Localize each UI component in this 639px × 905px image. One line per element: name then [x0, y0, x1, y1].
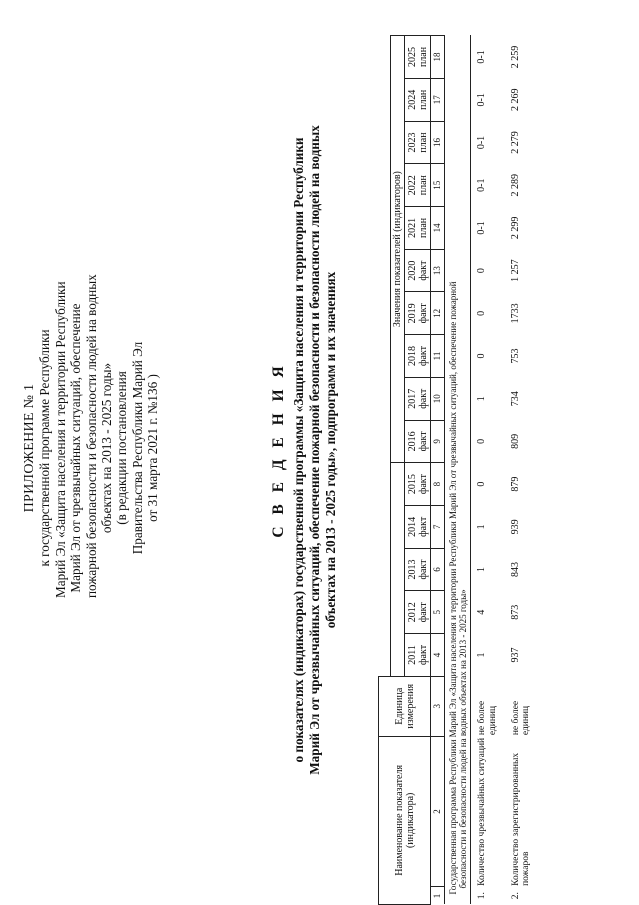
year-label: 2018	[406, 346, 418, 367]
header-year	[405, 78, 431, 121]
header-year	[405, 591, 431, 634]
year-label: 2013	[406, 559, 418, 580]
year-type: план	[417, 89, 429, 110]
year-label: 2017	[406, 388, 418, 409]
indicator-value: 1	[476, 396, 487, 402]
program-row	[445, 36, 471, 905]
indicator-name: Количество чрезвычайных ситуаций	[477, 737, 487, 886]
indicator-value: 2 279	[509, 131, 521, 154]
column-number: 3	[431, 676, 445, 736]
indicator-unit: не более единиц	[477, 700, 498, 736]
year-type: факт	[417, 303, 429, 324]
year-label: 2014	[406, 516, 418, 537]
indicator-value: 2 299	[509, 216, 521, 240]
year-type: факт	[417, 388, 429, 409]
column-number: 16	[431, 121, 445, 164]
heading-block	[270, 55, 338, 845]
indicator-value: 0	[476, 310, 487, 316]
indicator-value: 0-1	[476, 178, 487, 192]
header-year	[405, 463, 431, 506]
indicator-value: 873	[509, 604, 521, 620]
column-number: 11	[431, 335, 445, 378]
header-year	[405, 634, 431, 677]
header-values-group: Значения показателей (индикаторов)	[391, 36, 405, 463]
header-year	[405, 420, 431, 463]
header-unit: Единица измерения	[379, 676, 431, 736]
document-subtitle	[291, 55, 338, 845]
indicator-value: 734	[509, 391, 521, 407]
header-year	[405, 164, 431, 207]
indicator-value: 1	[476, 524, 487, 530]
column-number: 12	[431, 292, 445, 335]
appendix-line: (в редакции постановления	[114, 371, 130, 525]
indicator-value: 0-1	[476, 93, 487, 107]
indicator-unit: не более единиц	[510, 700, 531, 736]
indicator-value: 4	[476, 609, 487, 615]
indicator-value: 0-1	[476, 221, 487, 235]
year-label: 2022	[406, 175, 418, 196]
year-type: факт	[417, 559, 429, 580]
program-line: Государственная программа Республики Марий Эл «Защита населения и территории Республики Марий Эл от чрезвычайных ситуаций, обеспечение пожарной	[447, 281, 458, 895]
header-year	[405, 505, 431, 548]
indicator-value: 939	[509, 519, 521, 535]
year-type: план	[417, 217, 429, 238]
indicator-value: 0-1	[476, 50, 487, 64]
column-number: 18	[431, 36, 445, 79]
indicator-value: 809	[509, 433, 521, 449]
indicators-table	[378, 35, 545, 905]
column-number: 1	[431, 887, 445, 905]
indicator-value: 0	[476, 438, 487, 444]
indicator-value: 1 257	[509, 259, 521, 282]
appendix-line: Марий Эл от чрезвычайных ситуаций, обеспечение	[68, 303, 84, 593]
indicator-value: 753	[509, 348, 521, 364]
row-number: 2.	[510, 892, 521, 900]
subtitle-line: объектах на 2013 - 2025 годы», подпрограмм и их значениях	[322, 271, 338, 629]
indicator-name: Количество зарегистрированных пожаров	[510, 752, 531, 886]
indicator-value: 0	[476, 353, 487, 359]
row-number: 1.	[477, 892, 487, 900]
header-indicator-name: Наименование показателя (индикатора)	[379, 736, 431, 904]
year-label: 2019	[406, 303, 418, 324]
column-number: 10	[431, 377, 445, 420]
year-type: факт	[417, 346, 429, 367]
program-line: безопасности и безопасности людей на водных объектах на 2013 - 2025 годы»	[457, 589, 468, 889]
subtitle-line: Марий Эл от чрезвычайных ситуаций, обеспечение пожарной безопасности и безопасности людей на водных	[306, 125, 322, 775]
indicator-value: 2 289	[509, 173, 521, 197]
header-year	[405, 335, 431, 378]
header-year	[405, 207, 431, 250]
column-number: 5	[431, 591, 445, 634]
column-number: 15	[431, 164, 445, 207]
year-label: 2024	[406, 89, 418, 110]
year-label: 2020	[406, 260, 418, 281]
year-type: факт	[417, 431, 429, 452]
year-label: 2016	[406, 431, 418, 452]
appendix-line: к государственной программе Республики	[37, 329, 53, 567]
indicator-value: 2 259	[509, 45, 521, 69]
indicator-value: 879	[509, 476, 521, 492]
year-type: факт	[417, 260, 429, 281]
year-label: 2025	[406, 46, 418, 67]
appendix-title: ПРИЛОЖЕНИЕ № 1	[22, 383, 37, 513]
appendix-line: Правительства Республики Марий Эл	[129, 341, 145, 555]
appendix-line: объектах на 2013 - 2025 годы»	[99, 362, 115, 534]
indicator-value: 1	[476, 652, 487, 658]
header-year	[405, 249, 431, 292]
year-type: план	[417, 46, 429, 68]
appendix-block	[22, 274, 161, 598]
column-number: 7	[431, 505, 445, 548]
appendix-line: от 31 марта 2021 г. №136 )	[145, 374, 161, 522]
appendix-line: Марий Эл «Защита населения и территории Республики	[52, 281, 68, 598]
column-number: 8	[431, 463, 445, 506]
year-label: 2015	[406, 474, 418, 495]
column-number: 6	[431, 548, 445, 591]
indicator-value: 0-1	[476, 135, 487, 150]
appendix-line: пожарной безопасности и безопасности людей на водных	[83, 274, 99, 598]
column-number: 2	[431, 736, 445, 887]
year-type: факт	[417, 602, 429, 623]
indicator-value: 0	[476, 268, 487, 274]
year-type: факт	[417, 644, 429, 665]
column-number: 17	[431, 78, 445, 121]
header-year	[405, 548, 431, 591]
year-type: план	[417, 132, 429, 153]
header-year	[405, 292, 431, 335]
year-label: 2011	[406, 645, 418, 665]
indicator-value: 843	[509, 562, 521, 578]
header-year	[405, 377, 431, 420]
indicator-value: 1	[476, 567, 487, 573]
year-label: 2023	[406, 132, 418, 153]
column-number: 9	[431, 420, 445, 463]
indicator-value: 2 269	[509, 88, 521, 112]
year-type: план	[417, 175, 429, 196]
subtitle-line: о показателях (индикаторах) государственной программы «Защита населения и территории Республики	[291, 137, 306, 763]
indicator-value: 1733	[509, 303, 521, 324]
indicator-value: 0	[476, 481, 487, 487]
column-number: 13	[431, 249, 445, 292]
header-year	[405, 36, 431, 79]
year-type: факт	[417, 474, 429, 495]
year-type: факт	[417, 516, 429, 537]
column-number: 4	[431, 634, 445, 677]
header-year	[405, 121, 431, 164]
column-number: 14	[431, 207, 445, 250]
year-label: 2021	[406, 217, 418, 238]
year-label: 2012	[406, 602, 418, 623]
document-title: С В Е Д Е Н И Я	[270, 362, 287, 538]
indicator-value: 937	[509, 647, 521, 663]
